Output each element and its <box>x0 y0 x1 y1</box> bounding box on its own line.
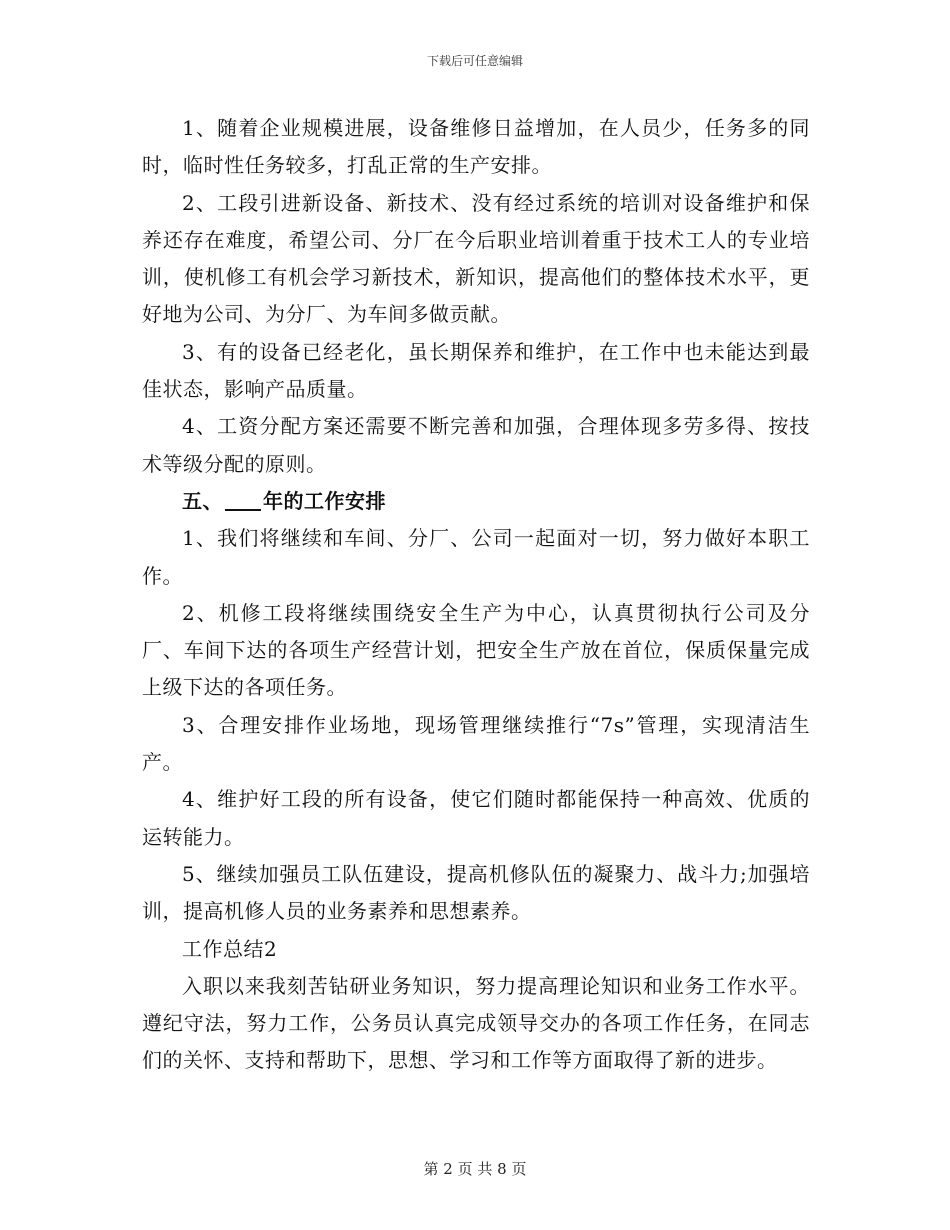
plan-item-4: 4、维护好工段的所有设备，使它们随时都能保持一种高效、优质的运转能力。 <box>142 787 810 849</box>
summary-paragraph: 入职以来我刻苦钻研业务知识，努力提高理论知识和业务工作水平。遵纪守法，努力工作，公务员认真完成领导交办的各项工作任务，在同志们的关怀、支持和帮助下，思想、学习和工作等方面取得了新的进步。 <box>142 973 810 1073</box>
plan-item-2: 2、机修工段将继续围绕安全生产为中心，认真贯彻执行公司及分厂、车间下达的各项生产经营计划，把安全生产放在首位，保质保量完成上级下达的各项任务。 <box>142 600 810 700</box>
section-heading <box>142 483 810 520</box>
section-heading-suffix: 年的工作安排 <box>263 488 386 513</box>
plan-item-3: 3、合理安排作业场地，现场管理继续推行“7s”管理，实现清洁生产。 <box>142 712 810 775</box>
problem-item-2: 2、工段引进新设备、新技术、没有经过系统的培训对设备维护和保养还存在难度，希望公司、分厂在今后职业培训着重于技术工人的专业培训，使机修工有机会学习新技术，新知识，提高他们的整体技术水平，更好地为公司、为分厂、为车间多做贡献。 <box>142 190 810 327</box>
page-footer: 第 2 页 共 8 页 <box>423 1160 527 1178</box>
problem-item-1: 1、随着企业规模进展，设备维修日益增加，在人员少，任务多的同时，临时性任务较多，打乱正常的生产安排。 <box>142 116 810 178</box>
summary-title: 工作总结2 <box>182 936 278 961</box>
year-blank <box>225 489 261 511</box>
document-body <box>142 110 810 1080</box>
page-header: 下载后可任意编辑 <box>426 54 523 68</box>
problem-item-4: 4、工资分配方案还需要不断完善和加强，合理体现多劳多得、按技术等级分配的原则。 <box>142 414 810 476</box>
plan-item-5: 5、继续加强员工队伍建设，提高机修队伍的凝聚力、战斗力;加强培训，提高机修人员的业务素养和思想素养。 <box>142 861 810 924</box>
plan-item-1: 1、我们将继续和车间、分厂、公司一起面对一切，努力做好本职工作。 <box>142 526 810 588</box>
problem-item-3: 3、有的设备已经老化，虽长期保养和维护，在工作中也未能达到最佳状态，影响产品质量。 <box>142 339 810 402</box>
section-heading-prefix: 五、 <box>182 488 223 513</box>
